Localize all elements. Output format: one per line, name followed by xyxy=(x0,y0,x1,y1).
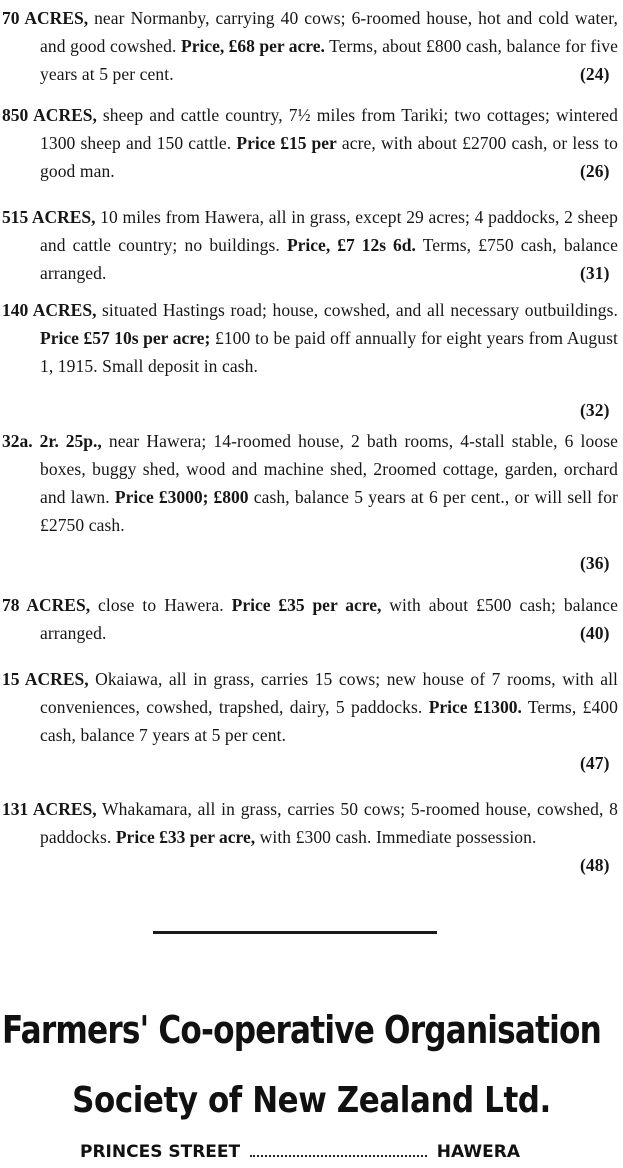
listing-price: Price £3000; £800 xyxy=(114,487,249,507)
listing-price: Price, £68 per acre. xyxy=(181,36,325,56)
listing-description: near Normanby, carrying 40 cows; 6-roomed house, hot and cold water, and good cowshed. xyxy=(40,8,618,56)
listing-terms: £100 to be paid off annually for eight years from August 1, 1915. Small deposit in cash. xyxy=(40,328,618,376)
listing-price: Price £35 per acre, xyxy=(231,595,382,615)
listing-size: 70 ACRES, xyxy=(2,8,89,28)
listing-description: Whakamara, all in grass, carries 50 cows; 5-roomed house, cowshed, 8 paddocks. xyxy=(40,799,618,847)
address-leader-dots xyxy=(250,1145,427,1157)
listing-terms: with £300 cash. Immediate possession. xyxy=(255,827,537,847)
listing-24: 70 ACRES, near Normanby, carrying 40 cows; 6-roomed house, hot and cold water, and good cowshed. Price, £68 per acre. Terms, about £800 cash, balance for five years at 5 per cent. (24) xyxy=(2,8,618,84)
listing-price: Price £33 per acre, xyxy=(115,827,256,847)
listing-32: 140 ACRES, situated Hastings road; house, cowshed, and all necessary outbuildings. Price £57 10s per acre; £100 to be paid off annually for eight years from August 1, 1915. Small deposit in cash. (32) xyxy=(2,300,618,420)
listing-size: 78 ACRES, xyxy=(2,595,91,615)
listing-terms: cash, balance 5 years at 6 per cent., or will sell for £2750 cash. xyxy=(40,487,618,535)
listing-47: 15 ACRES, Okaiawa, all in grass, carries 15 cows; new house of 7 rooms, with all conveniences, cowshed, trapshed, dairy, 5 paddocks. Price £1300. Terms, £400 cash, balance 7 years at 5 per cent. (47) xyxy=(2,669,618,773)
listing-price: Price, £7 12s 6d. xyxy=(286,235,416,255)
listing-size: 850 ACRES, xyxy=(2,105,97,125)
address-street: PRINCES STREET xyxy=(80,1142,241,1162)
listing-price: Price £57 10s per acre; xyxy=(40,328,211,348)
section-divider xyxy=(153,931,437,934)
listing-size: 140 ACRES, xyxy=(2,300,97,320)
listing-terms: acre, with about £2700 cash, or less to good man. xyxy=(40,133,618,181)
listing-size: 32a. 2r. 25p., xyxy=(2,431,102,451)
listing-size: 131 ACRES, xyxy=(2,799,97,819)
listing-description: sheep and cattle country, 7½ miles from Tariki; two cottages; wintered 1300 sheep and 150 cattle. xyxy=(40,105,619,153)
listing-price: Price £1300. xyxy=(428,697,522,717)
listing-description: near Hawera; 14-roomed house, 2 bath rooms, 4-stall stable, 6 loose boxes, buggy shed, wood and machine shed, 2roomed cottage, garden, orchard and lawn. xyxy=(40,431,618,507)
listing-31: 515 ACRES, 10 miles from Hawera, all in grass, except 29 acres; 4 paddocks, 2 sheep and cattle country; no buildings. Price, £7 12s 6d. Terms, £750 cash, balance arranged. (31) xyxy=(2,207,618,283)
listing-36: 32a. 2r. 25p., near Hawera; 14-roomed house, 2 bath rooms, 4-stall stable, 6 loose boxes, buggy shed, wood and machine shed, 2roomed cottage, garden, orchard and lawn. Price £3000; £800 cash, balance 5 years at 6 per cent., or will sell for £2750 cash. (36) xyxy=(2,431,618,573)
listing-description: Okaiawa, all in grass, carries 15 cows; new house of 7 rooms, with all conveniences, cowshed, trapshed, dairy, 5 paddocks. xyxy=(40,669,618,717)
address-town: HAWERA xyxy=(436,1142,520,1162)
listing-terms: Terms, £400 cash, balance 7 years at 5 per cent. xyxy=(40,697,618,745)
listing-terms: Terms, about £800 cash, balance for five years at 5 per cent. xyxy=(40,36,618,84)
listing-price: Price £15 per xyxy=(236,133,337,153)
listing-description: close to Hawera. xyxy=(90,595,232,615)
listing-terms: Terms, £750 cash, balance arranged. xyxy=(40,235,618,283)
listing-26: 850 ACRES, sheep and cattle country, 7½ miles from Tariki; two cottages; wintered 1300 sheep and 150 cattle. Price £15 per acre, with about £2700 cash, or less to good man. (26) xyxy=(2,105,619,181)
listing-description: 10 miles from Hawera, all in grass, except 29 acres; 4 paddocks, 2 sheep and cattle country; no buildings. xyxy=(40,207,618,255)
listing-size: 15 ACRES, xyxy=(2,669,89,689)
organisation-address xyxy=(80,1142,520,1162)
organisation-name-line1: Farmers' Co-operative Organisation xyxy=(2,1008,601,1052)
listing-terms: with about £500 cash; balance arranged. xyxy=(40,595,618,643)
listing-description: situated Hastings road; house, cowshed, and all necessary outbuildings. xyxy=(96,300,618,320)
listing-size: 515 ACRES, xyxy=(2,207,96,227)
organisation-name-line2: Society of New Zealand Ltd. xyxy=(72,1080,551,1121)
listing-40: 78 ACRES, close to Hawera. Price £35 per acre, with about £500 cash; balance arranged. (40) xyxy=(2,595,618,643)
listing-48: 131 ACRES, Whakamara, all in grass, carries 50 cows; 5-roomed house, cowshed, 8 paddocks. Price £33 per acre, with £300 cash. Immediate possession. (48) xyxy=(2,799,618,875)
